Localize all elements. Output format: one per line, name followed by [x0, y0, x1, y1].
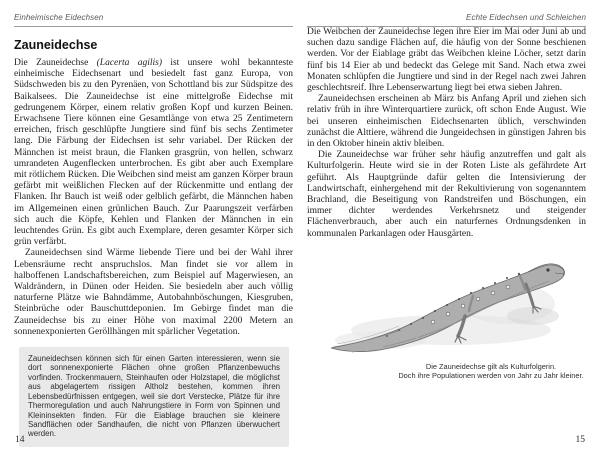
running-header-left: Einheimische Eidechsen: [14, 13, 293, 27]
page-left: [14, 13, 293, 447]
garden-info-box: Zauneidechsen können sich für einen Garten interessieren, wenn sie dort sonnenexponierte Flächen ohne großen Pflanzenbewuchs vorfinden. Trockenmauern, Steinhaufen oder Holzstapel, die möglichst aus abgelagertem rissigen Altholz bestehen, kommen ihren Lebensbedürfnissen entgegen, weil sie dort Verstecke, Plätze für ihre Thermoregulation und auch Nahrungstiere in Form von Spinnen und Kleininsekten finden. Für die Eiablage brauchen sie kleinere Sandflächen oder Sandhaufen, die nicht von Pflanzen überwuchert werden.: [19, 347, 289, 447]
right-paragraph-3: Die Zauneidechse war früher sehr häufig anzutreffen und galt als Kulturfolgerin. Heute wird sie in der Roten Liste als gefährdete Art geführt. Als Hauptgründe dafür gelten die Intensivierung der Landwirtschaft, einhergehend mit der Rekultivierung von sogenanntem Brachland, die Beseitigung von Randstreifen und Böschungen, ein immer dichter werdendes Verkehrsnetz und steigender Flächenverbrauch, aber auch ein naturfernes Ordnungsdenken in kommunalen Parkanlagen oder Hausgärten.: [307, 150, 586, 239]
right-paragraph-2: Zauneidechsen erscheinen ab März bis Anfang April und ziehen sich relativ früh in ihre Winterquartiere zurück, oft schon Ende August. Wie bei unseren einheimischen Eidechsenarten üblich, verschwinden zunächst die Alttiere, während die Jungeidechsen in günstigen Jahren bis in den Oktober hinein aktiv bleiben.: [307, 94, 586, 150]
paragraph-text: ist unsere wohl bekannteste einheimische Eidechsenart und besiedelt fast ganz Europa, von Südschweden bis zu den Pyrenäen, von Schottland bis zur Südspitze des Baikalsees. Die Zauneidechse ist eine mittelgroße Eidechse mit gedrungenem Körper, einem relativ großen Kopf und kurzen Beinen. Erwachsene Tiere können eine Gesamtlänge von etwa 25 Zentimetern erreichen, frisch geschlüpfte Jungtiere sind fünf bis sechs Zentimeter lang. Die Färbung der Eidechsen ist sehr variabel. Der Rücken der Männchen ist meist braun, die Flanken grasgrün, von hellen, schwarz umrandeten Augenflecken unterbrochen. Es gibt aber auch Exemplare mit rötlichem Rücken. Die Weibchen sind meist am ganzen Körper braun gefärbt mit weißlichen Flecken auf der Rückenmitte und entlang der Flanken. Ihr Bauch ist weiß oder gelblich gefärbt, die Männchen haben im Allgemeinen einen grünlichen Bauch. Zur Paarungszeit verfärben sich auch die Köpfe, Kehlen und Flanken der Männchen in ein leuchtendes Grün. Es gibt auch Exemplare, deren gesamter Körper sich grün verfärbt.: [14, 58, 293, 248]
figure-caption: [397, 362, 585, 381]
page-number-left: 14: [15, 435, 25, 445]
page-right: [307, 13, 586, 447]
page-number-right: 15: [575, 435, 585, 445]
figure-sand-lizard: [323, 244, 586, 361]
running-header-right: Echte Eidechsen und Schleichen: [307, 13, 586, 27]
figure-caption-line2: Doch ihre Populationen werden von Jahr zu Jahr kleiner.: [398, 371, 584, 381]
left-paragraph-1: [14, 58, 293, 248]
sand-lizard-illustration: [323, 244, 573, 356]
species-name-italic: (Lacerta agilis): [96, 58, 162, 68]
paragraph-text: Die Zauneidechse: [14, 58, 97, 68]
section-heading: Zauneidechse: [14, 38, 98, 52]
figure-caption-line1: Die Zauneidechse gilt als Kulturfolgerin.: [425, 361, 557, 371]
right-paragraph-1: Die Weibchen der Zauneidechse legen ihre Eier im Mai oder Juni ab und suchen dazu sandige Flächen auf, die häufig von der Sonne beschienen werden. Vor der Eiablage gräbt das Weibchen kleine Löcher, setzt darin fünf bis 14 Eier ab und bedeckt das Gelege mit Sand. Nach etwa zwei Monaten schlüpfen die Jungtiere und sind in der Regel nach zwei Jahren geschlechtsreif. Ihre Lebenserwartung liegt bei etwa sieben Jahren.: [307, 27, 586, 94]
left-paragraph-2: Zauneidechsen sind Wärme liebende Tiere und bei der Wahl ihrer Lebensräume recht anspruchslos. Man findet sie vor allem in halboffenen Landschaftsbereichen, zum Beispiel auf Magerwiesen, an Waldrändern, in Dünen oder Heiden. Sie besiedeln aber auch völlig naturferne Plätze wie Bahndämme, Autobahnböschungen, Kiesgruben, Steinbrüche oder Bauschuttdeponien. Im Gebirge findet man die Zauneidechse bis zu einer Höhe von maximal 2200 Metern an sonnenexponierten Geröllhängen mit spärlicher Vegetation.: [14, 248, 293, 337]
